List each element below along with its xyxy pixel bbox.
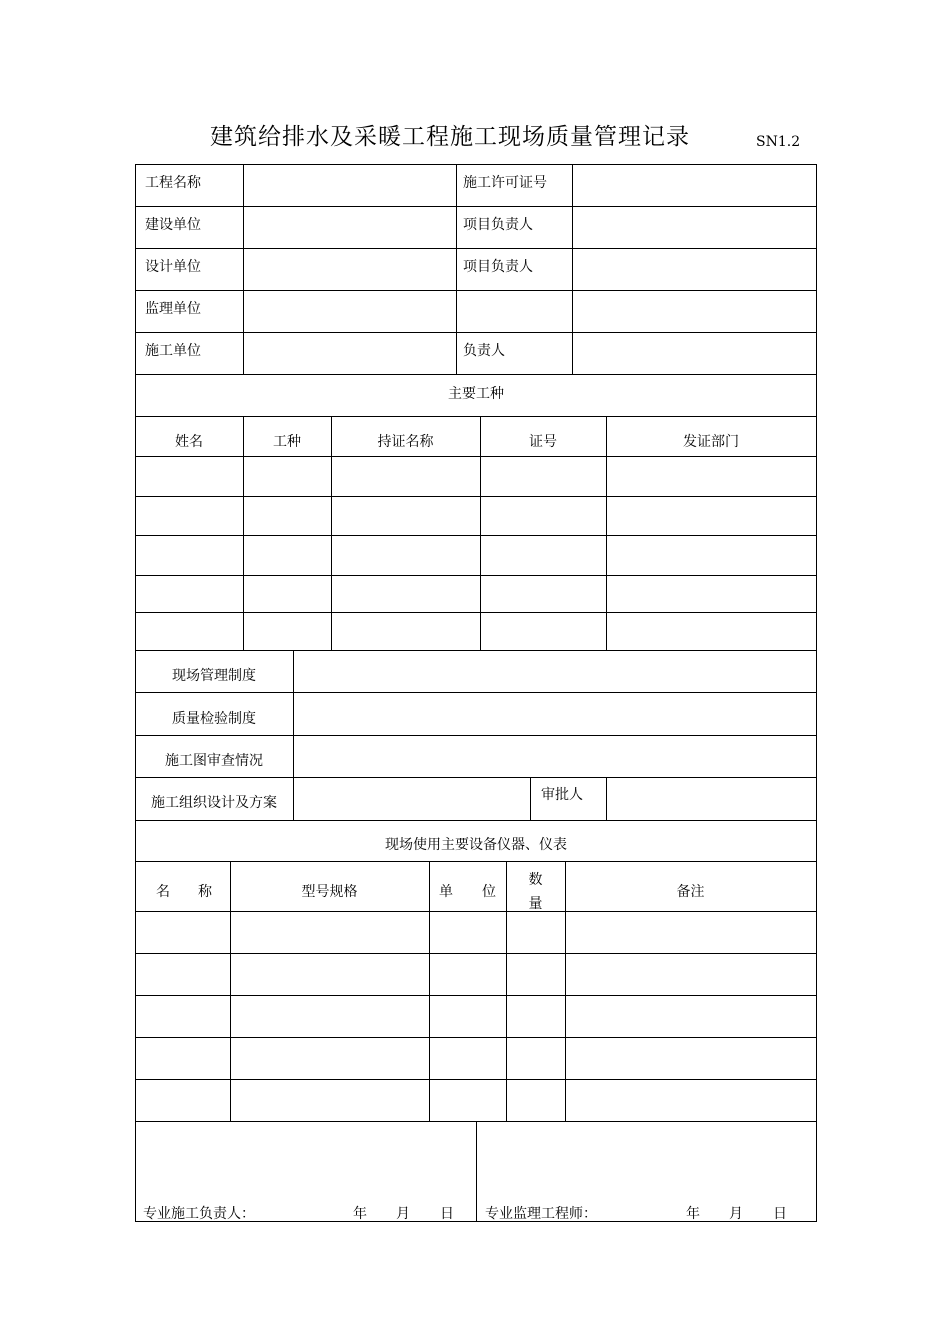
label-construction-unit: 施工单位 <box>145 343 201 359</box>
label-owner-unit: 建设单位 <box>145 217 201 233</box>
label-supervision-unit: 监理单位 <box>145 301 201 317</box>
label-approver: 审批人 <box>541 787 583 803</box>
form-code: SN1.2 <box>756 134 801 150</box>
signature-contractor-label: 专业施工负责人： <box>143 1206 255 1222</box>
header-eq-unit-2: 位 <box>482 884 496 900</box>
label-site-management: 现场管理制度 <box>172 668 256 684</box>
header-eq-name-1: 名 <box>156 884 170 900</box>
header-eq-remark: 备注 <box>676 884 705 900</box>
section-equipment: 现场使用主要设备仪器、仪表 <box>385 837 567 853</box>
label-quality-inspection: 质量检验制度 <box>172 711 256 727</box>
signature-contractor-day: 日 <box>440 1206 454 1222</box>
header-eq-unit-1: 单 <box>439 884 453 900</box>
label-organization-design: 施工组织设计及方案 <box>151 795 277 811</box>
header-issuing-dept: 发证部门 <box>683 434 739 450</box>
header-certificate-name: 持证名称 <box>377 434 434 450</box>
signature-contractor-month: 月 <box>396 1206 410 1222</box>
label-project-name: 工程名称 <box>145 175 201 191</box>
signature-supervisor-year: 年 <box>686 1206 700 1222</box>
label-drawing-review: 施工图审查情况 <box>165 753 263 769</box>
signature-supervisor-label: 专业监理工程师： <box>485 1206 597 1222</box>
header-certificate-no: 证号 <box>529 434 557 450</box>
form-title: 建筑给排水及采暖工程施工现场质量管理记录 <box>210 124 690 150</box>
label-design-unit: 设计单位 <box>145 259 201 275</box>
header-eq-qty-1: 数 <box>528 872 543 888</box>
signature-supervisor-month: 月 <box>729 1206 743 1222</box>
header-eq-qty-2: 量 <box>528 896 543 912</box>
header-eq-name-2: 称 <box>198 884 212 900</box>
label-owner-manager: 项目负责人 <box>463 217 533 233</box>
section-main-trades: 主要工种 <box>448 386 504 402</box>
header-eq-model: 型号规格 <box>301 884 358 900</box>
header-trade: 工种 <box>273 434 301 450</box>
label-construction-manager: 负责人 <box>463 343 505 359</box>
label-permit-no: 施工许可证号 <box>463 175 547 191</box>
header-name: 姓名 <box>175 434 203 450</box>
label-design-manager: 项目负责人 <box>463 259 533 275</box>
signature-supervisor-day: 日 <box>773 1206 787 1222</box>
signature-contractor-year: 年 <box>353 1206 367 1222</box>
